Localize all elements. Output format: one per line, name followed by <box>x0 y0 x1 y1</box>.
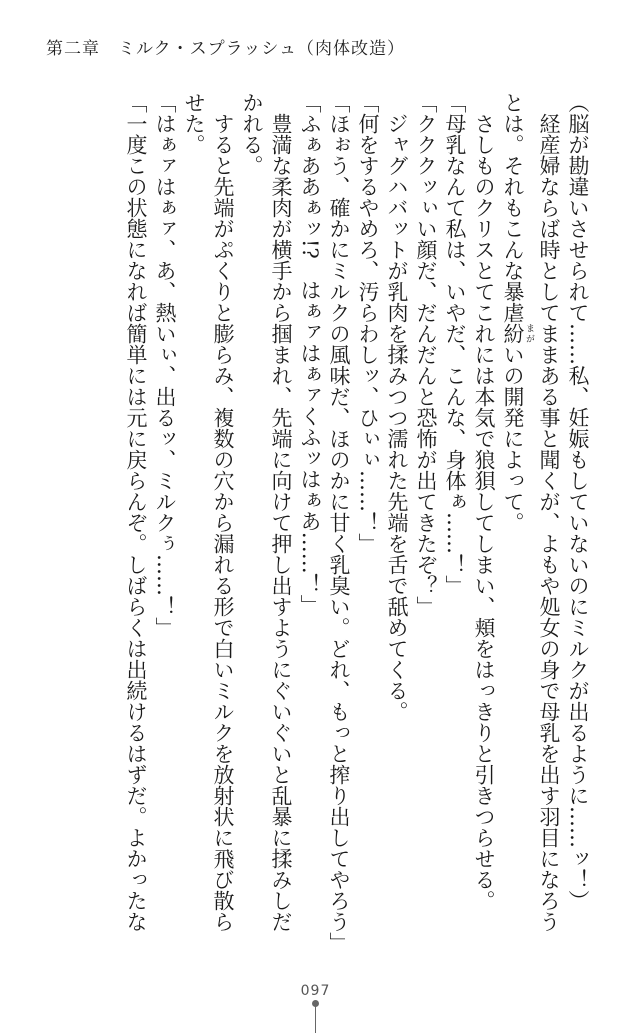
text-column: 「はぁァはぁァ、あ、熱いぃ、出るッ、ミルクぅ……！」 <box>153 92 177 638</box>
text-column: 「ふぁああぁッ!? はぁァはぁァくふッはぁあ……！」 <box>298 92 322 616</box>
text-column: ジャグハバットが乳肉を揉みつつ濡れた先端を舌で舐めてくる。 <box>385 92 409 722</box>
text-column: 豊満な柔肉が横手から掴まれ、先端に向けて押し出すようにぐいぐいと乱暴に揉みしだ <box>269 92 293 932</box>
text-column: 経産婦ならば時としてままある事と聞くが、よもや処女の身で母乳を出す羽目になろう <box>537 92 561 932</box>
chapter-header: 第二章 ミルク・スプラッシュ（肉体改造） <box>46 39 405 59</box>
ruby-reading: まが <box>524 323 534 344</box>
text-column: せた。 <box>182 92 206 155</box>
ruby-base: 紛 <box>501 323 525 344</box>
text-column: 「一度この状態になれば簡単には元に戻らんぞ。しばらくは出続けるはずだ。よかったな <box>124 92 148 932</box>
text-column: 「ほぉう、確かにミルクの風味だ、ほのかに甘く乳臭い。どれ、もっと搾り出してやろう」 <box>327 92 351 953</box>
vertical-text-columns <box>40 92 592 962</box>
body-text <box>40 92 592 962</box>
ruby-annotation <box>501 323 534 344</box>
text-column: 「クククッぃい顔だ、だんだんと恐怖が出てきたぞ？」 <box>414 92 438 617</box>
text-column-head: とは。それもこんな暴虐 <box>501 92 525 323</box>
text-column: かれる。 <box>240 92 264 176</box>
text-column: 「母乳なんて私は、いやだ、こんな、身体ぁ……！」 <box>443 92 467 596</box>
text-column-tail: いの開発によって。 <box>501 344 525 533</box>
text-column <box>498 92 534 962</box>
text-column: （脳が勘違いさせられて……私、妊娠もしていないのにミルクが出るように……ッ！） <box>566 92 590 911</box>
text-column: 「何をするやめろ、汚らわしッ、ひぃぃ……！」 <box>356 92 380 554</box>
page-number: 097 <box>300 983 331 999</box>
text-column: すると先端がぷくりと膨らみ、複数の穴から漏れる形で白いミルクを放射状に飛び散ら <box>211 92 235 932</box>
page-marker-rule <box>315 1003 316 1033</box>
text-column: さしものクリスとてこれには本気で狼狽してしまい、頬をはっきりと引きつらせる。 <box>472 92 496 911</box>
